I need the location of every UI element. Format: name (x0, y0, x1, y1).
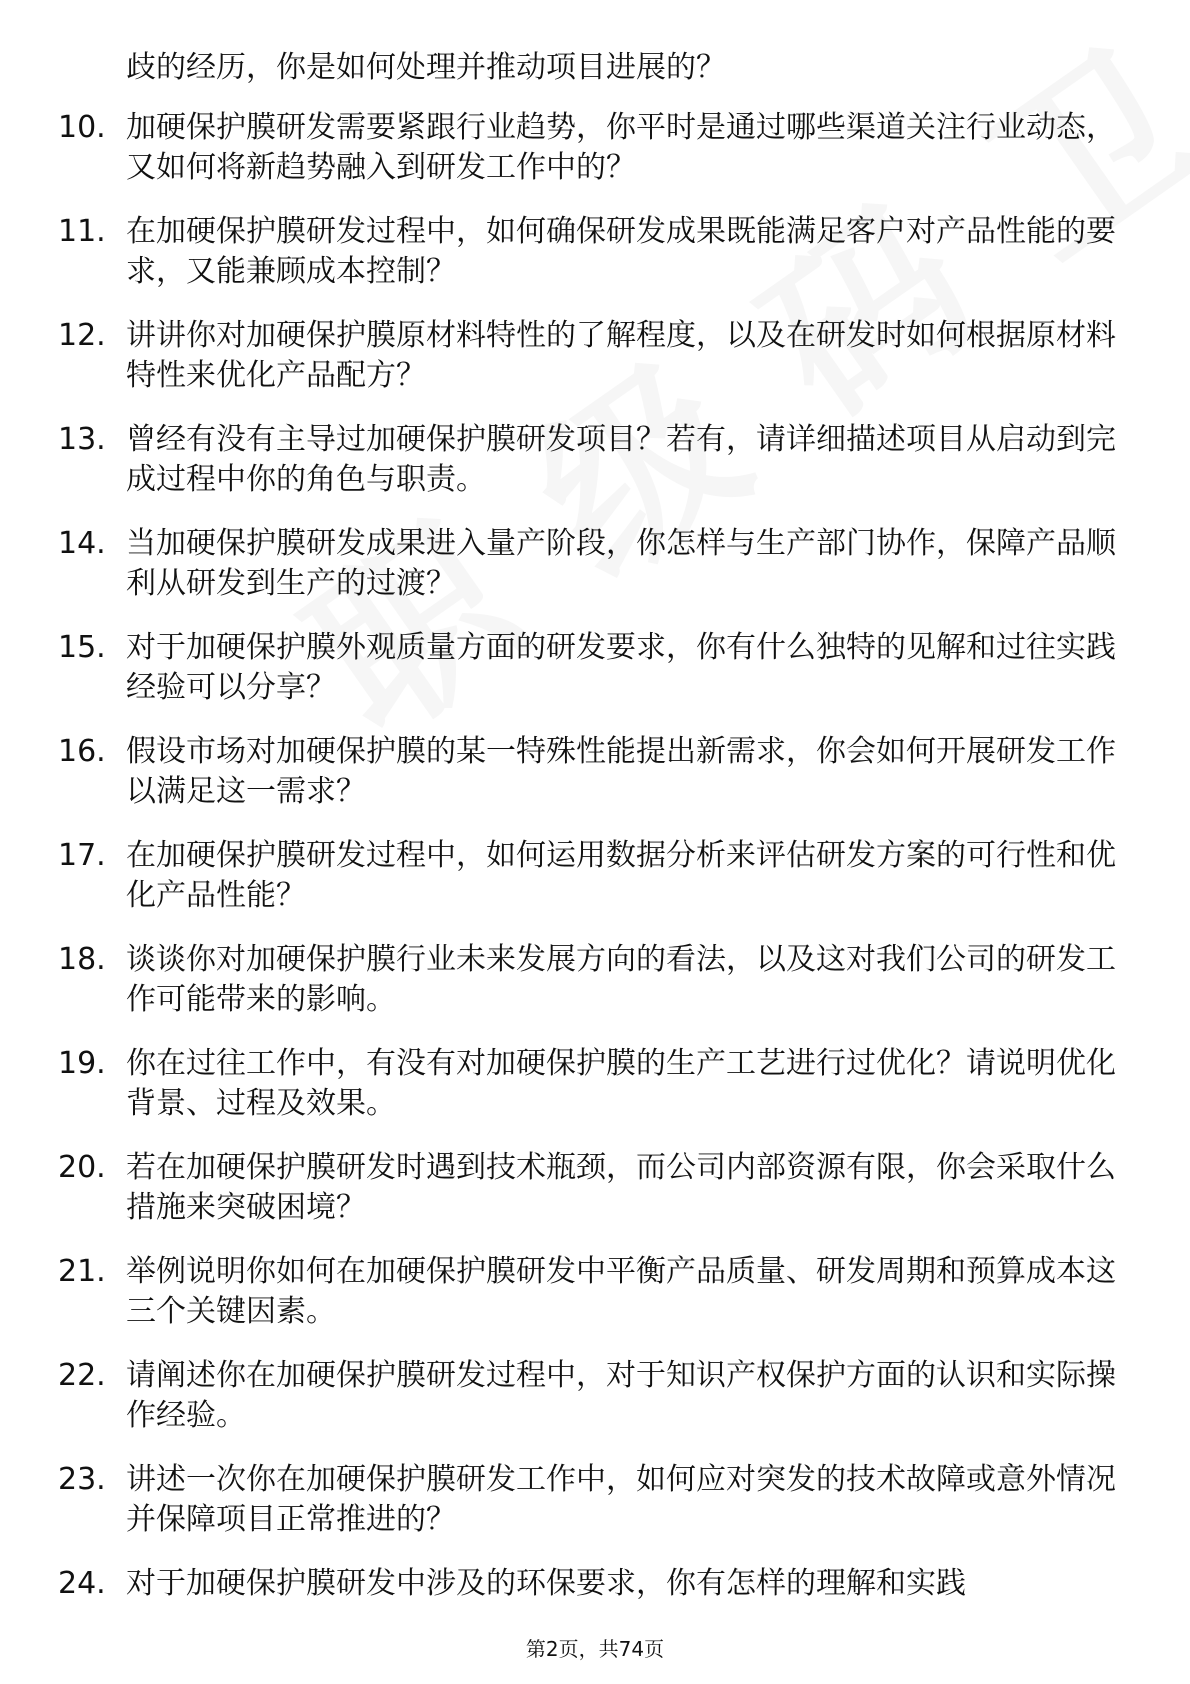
question-item (0, 628, 1190, 732)
question-number: 13. (58, 422, 106, 457)
question-text: 加硬保护膜研发需要紧跟行业趋势，你平时是通过哪些渠道关注行业动态，又如何将新趋势融入到研发工作中的？ (126, 110, 1116, 185)
question-item (0, 1460, 1190, 1564)
question-item (0, 524, 1190, 628)
question-text: 讲讲你对加硬保护膜原材料特性的了解程度，以及在研发时如何根据原材料特性来优化产品配方？ (126, 318, 1116, 393)
question-number: 19. (58, 1046, 106, 1081)
question-number: 22. (58, 1358, 106, 1393)
question-item (0, 1356, 1190, 1460)
question-item (0, 1044, 1190, 1148)
question-item (0, 1252, 1190, 1356)
question-text: 请阐述你在加硬保护膜研发过程中，对于知识产权保护方面的认识和实际操作经验。 (126, 1358, 1116, 1433)
question-text: 在加硬保护膜研发过程中，如何运用数据分析来评估研发方案的可行性和优化产品性能？ (126, 838, 1116, 913)
question-text: 举例说明你如何在加硬保护膜研发中平衡产品质量、研发周期和预算成本这三个关键因素。 (126, 1254, 1116, 1329)
page-number-footer: 第2页，共74页 (525, 1637, 665, 1661)
question-text: 在加硬保护膜研发过程中，如何确保研发成果既能满足客户对产品性能的要求，又能兼顾成本控制？ (126, 214, 1116, 289)
question-text: 对于加硬保护膜外观质量方面的研发要求，你有什么独特的见解和过往实践经验可以分享？ (126, 630, 1116, 705)
question-item (0, 212, 1190, 316)
question-text: 对于加硬保护膜研发中涉及的环保要求，你有怎样的理解和实践 (126, 1566, 966, 1601)
question-number: 16. (58, 734, 106, 769)
question-text: 若在加硬保护膜研发时遇到技术瓶颈，而公司内部资源有限，你会采取什么措施来突破困境？ (126, 1150, 1116, 1225)
question-list (0, 108, 1190, 1668)
question-number: 23. (58, 1462, 106, 1497)
question-number: 10. (58, 110, 106, 145)
question-number: 18. (58, 942, 106, 977)
question-text: 曾经有没有主导过加硬保护膜研发项目？若有，请详细描述项目从启动到完成过程中你的角色与职责。 (126, 422, 1116, 497)
question-item (0, 316, 1190, 420)
question-text: 当加硬保护膜研发成果进入量产阶段，你怎样与生产部门协作，保障产品顺利从研发到生产的过渡？ (126, 526, 1116, 601)
question-number: 20. (58, 1150, 106, 1185)
question-text: 假设市场对加硬保护膜的某一特殊性能提出新需求，你会如何开展研发工作以满足这一需求？ (126, 734, 1116, 809)
question-number: 15. (58, 630, 106, 665)
continued-question-text: 歧的经历，你是如何处理并推动项目进展的？ (126, 50, 726, 85)
question-item (0, 732, 1190, 836)
question-number: 12. (58, 318, 106, 353)
question-number: 21. (58, 1254, 106, 1289)
question-number: 17. (58, 838, 106, 873)
question-item (0, 108, 1190, 212)
question-item (0, 940, 1190, 1044)
question-text: 谈谈你对加硬保护膜行业未来发展方向的看法，以及这对我们公司的研发工作可能带来的影响。 (126, 942, 1116, 1017)
question-item (0, 420, 1190, 524)
question-text: 讲述一次你在加硬保护膜研发工作中，如何应对突发的技术故障或意外情况并保障项目正常推进的？ (126, 1462, 1116, 1537)
question-number: 11. (58, 214, 106, 249)
question-item (0, 836, 1190, 940)
question-number: 14. (58, 526, 106, 561)
question-number: 24. (58, 1566, 106, 1601)
question-item (0, 1148, 1190, 1252)
question-text: 你在过往工作中，有没有对加硬保护膜的生产工艺进行过优化？请说明优化背景、过程及效果。 (126, 1046, 1116, 1121)
